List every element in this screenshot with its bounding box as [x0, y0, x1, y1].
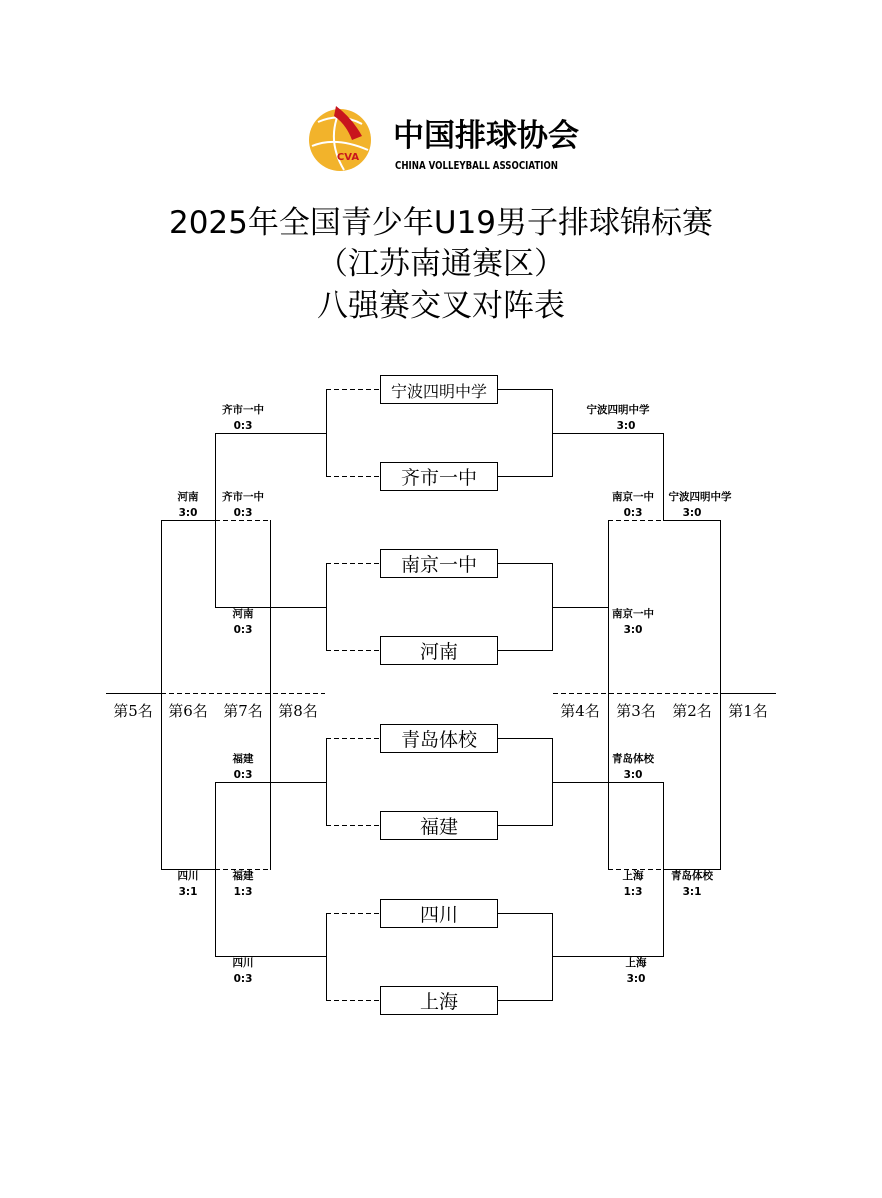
- match-score: 0:3: [233, 507, 253, 519]
- team-name: 青岛体校: [400, 729, 478, 751]
- rank-label: 第5名: [113, 702, 153, 720]
- team-names: [391, 382, 487, 1013]
- match-team: 青岛体校: [671, 870, 713, 882]
- match-score: 3:1: [682, 886, 702, 898]
- rank-label: 第2名: [672, 702, 712, 720]
- logo-name-cn: 中国排球协会: [393, 118, 579, 154]
- team-name: 宁波四明中学: [390, 382, 488, 401]
- logo-name-en: CHINA VOLLEYBALL ASSOCIATION: [395, 160, 558, 172]
- emblem-text: CVA: [336, 152, 360, 163]
- match-team: 南京一中: [612, 608, 654, 620]
- match-team: 南京一中: [612, 491, 654, 503]
- match-team: 上海: [622, 870, 644, 882]
- rank-labels: [113, 702, 768, 720]
- dashed-connectors: [326, 390, 380, 1001]
- match-team: 福建: [232, 753, 254, 765]
- match-score: 0:3: [233, 973, 253, 985]
- match-score: 3:0: [626, 973, 646, 985]
- match-score: 0:3: [233, 624, 253, 636]
- match-team: 青岛体校: [612, 753, 654, 765]
- match-team: 福建: [232, 870, 254, 882]
- match-score: 0:3: [233, 420, 253, 432]
- page-title-line1: 2025年全国青少年U19男子排球锦标赛: [168, 205, 714, 241]
- team-name: 上海: [419, 991, 459, 1013]
- match-score: 3:0: [623, 769, 643, 781]
- match-score: 0:3: [623, 507, 643, 519]
- match-score: 0:3: [233, 769, 253, 781]
- match-team: 宁波四明中学: [586, 404, 650, 416]
- rank-label: 第3名: [616, 702, 656, 720]
- page-title-line3: 八强赛交叉对阵表: [317, 288, 565, 324]
- match-score: 1:3: [233, 886, 253, 898]
- rank-label: 第7名: [223, 702, 263, 720]
- cva-logo: [309, 106, 579, 172]
- rank-label: 第1名: [728, 702, 768, 720]
- match-score: 3:1: [178, 886, 198, 898]
- team-name: 四川: [419, 904, 459, 926]
- match-team: 上海: [625, 957, 647, 969]
- team-name: 南京一中: [400, 554, 478, 576]
- match-team: 四川: [232, 957, 254, 969]
- match-team: 齐市一中: [222, 404, 264, 416]
- team-name: 河南: [419, 641, 459, 663]
- match-team: 齐市一中: [222, 491, 264, 503]
- rank-label: 第4名: [560, 702, 600, 720]
- match-score: 3:0: [623, 624, 643, 636]
- team-name: 齐市一中: [400, 467, 478, 489]
- team-name: 福建: [419, 816, 459, 838]
- match-score: 3:0: [616, 420, 636, 432]
- match-team: 四川: [177, 870, 199, 882]
- match-score: 3:0: [178, 507, 198, 519]
- match-score: 1:3: [623, 886, 643, 898]
- match-score: 3:0: [682, 507, 702, 519]
- match-team: 河南: [232, 608, 254, 620]
- match-team: 河南: [177, 491, 199, 503]
- rank-label: 第8名: [278, 702, 318, 720]
- match-team: 宁波四明中学: [668, 491, 732, 503]
- rank-label: 第6名: [168, 702, 208, 720]
- page-title-line2: （江苏南通赛区）: [317, 246, 565, 282]
